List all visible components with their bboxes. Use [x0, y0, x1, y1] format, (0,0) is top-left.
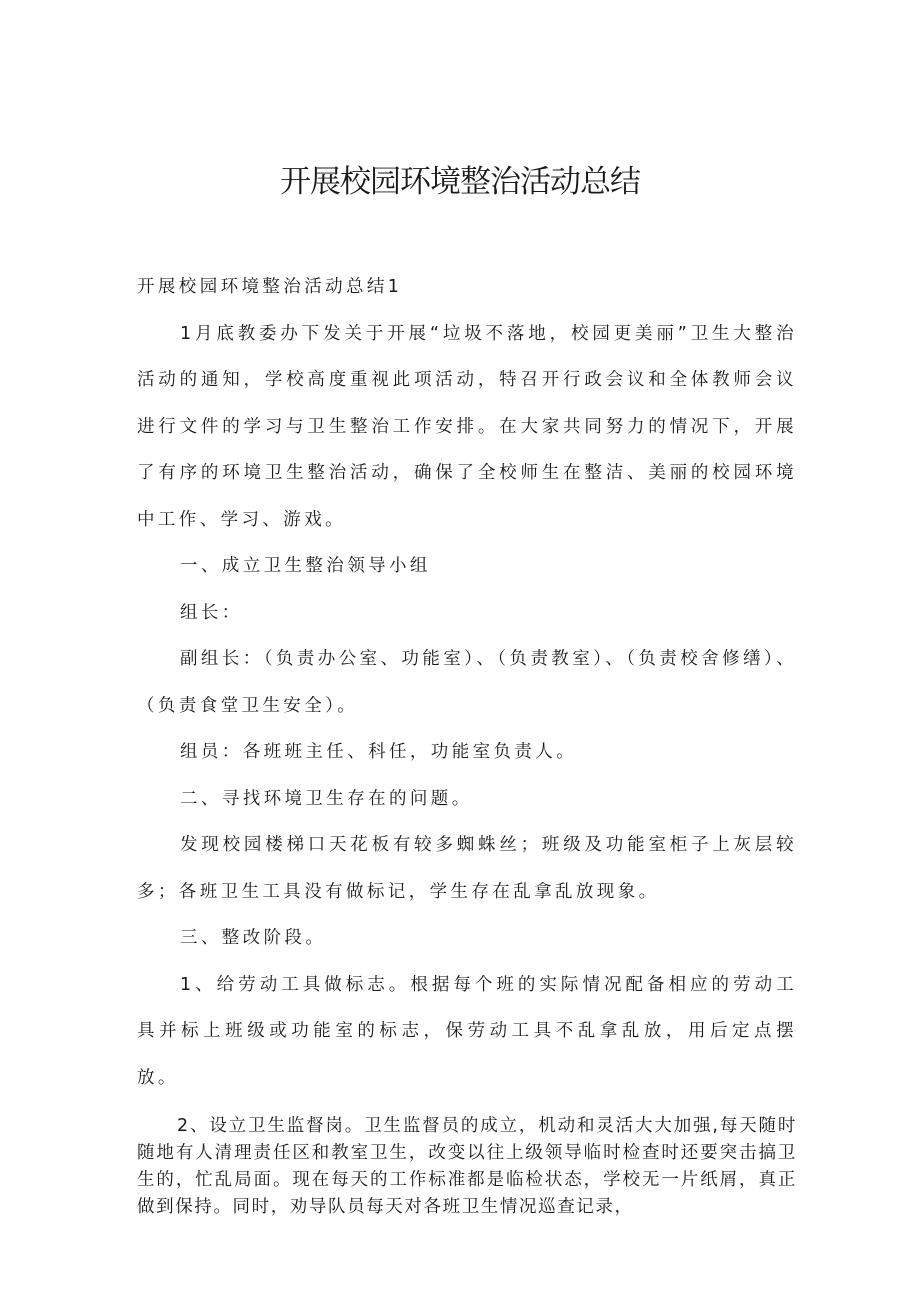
section-heading-leadership: 一、成立卫生整治领导小组: [180, 556, 431, 576]
section-heading-rectification: 三、整改阶段。: [180, 928, 327, 948]
rectification-item-1: 1、给劳动工具做标志。根据每个班的实际情况配备相应的劳动工具并标上班级或功能室的标志，保劳动工具不乱拿乱放，用后定点摆放。: [137, 974, 797, 1088]
section-heading-problems: 二、寻找环境卫生存在的问题。: [180, 788, 473, 809]
document-title: 开展校园环境整治活动总结: [280, 164, 640, 200]
intro-paragraph: 1月底教委办下发关于开展“垃圾不落地，校园更美丽”卫生大整治活动的通知，学校高度重视此项活动，特召开行政会议和全体教师会议进行文件的学习与卫生整治工作安排。在大家共同努力的情况下，开展了有序的环境卫生整治活动，确保了全校师生在整洁、美丽的校园环境中工作、学习、游戏。: [137, 323, 797, 530]
section-heading: 开展校园环境整治活动总结1: [137, 277, 403, 297]
leader-line: 组长：: [180, 602, 243, 623]
members-line: 组员：各班班主任、科任，功能室负责人。: [180, 742, 578, 762]
document-body: [137, 264, 797, 1239]
deputy-leader-paragraph: 副组长：（负责办公室、功能室）、（负责教室）、（负责校舍修缮）、（负责食堂卫生安全）。: [137, 649, 797, 716]
problems-paragraph: 发现校园楼梯口天花板有较多蜘蛛丝；班级及功能室柜子上灰层较多；各班卫生工具没有做标记，学生存在乱拿乱放现象。: [137, 835, 797, 902]
rectification-item-2: 2、设立卫生监督岗。卫生监督员的成立，机动和灵活大大加强,每天随时随地有人清理责任区和教室卫生，改变以往上级领导临时检查时还要突击搞卫生的，忙乱局面。现在每天的工作标准都是临检状态，学校无一片纸屑，真正做到保持。同时，劝导队员每天对各班卫生情况巡查记录，: [137, 1116, 797, 1217]
